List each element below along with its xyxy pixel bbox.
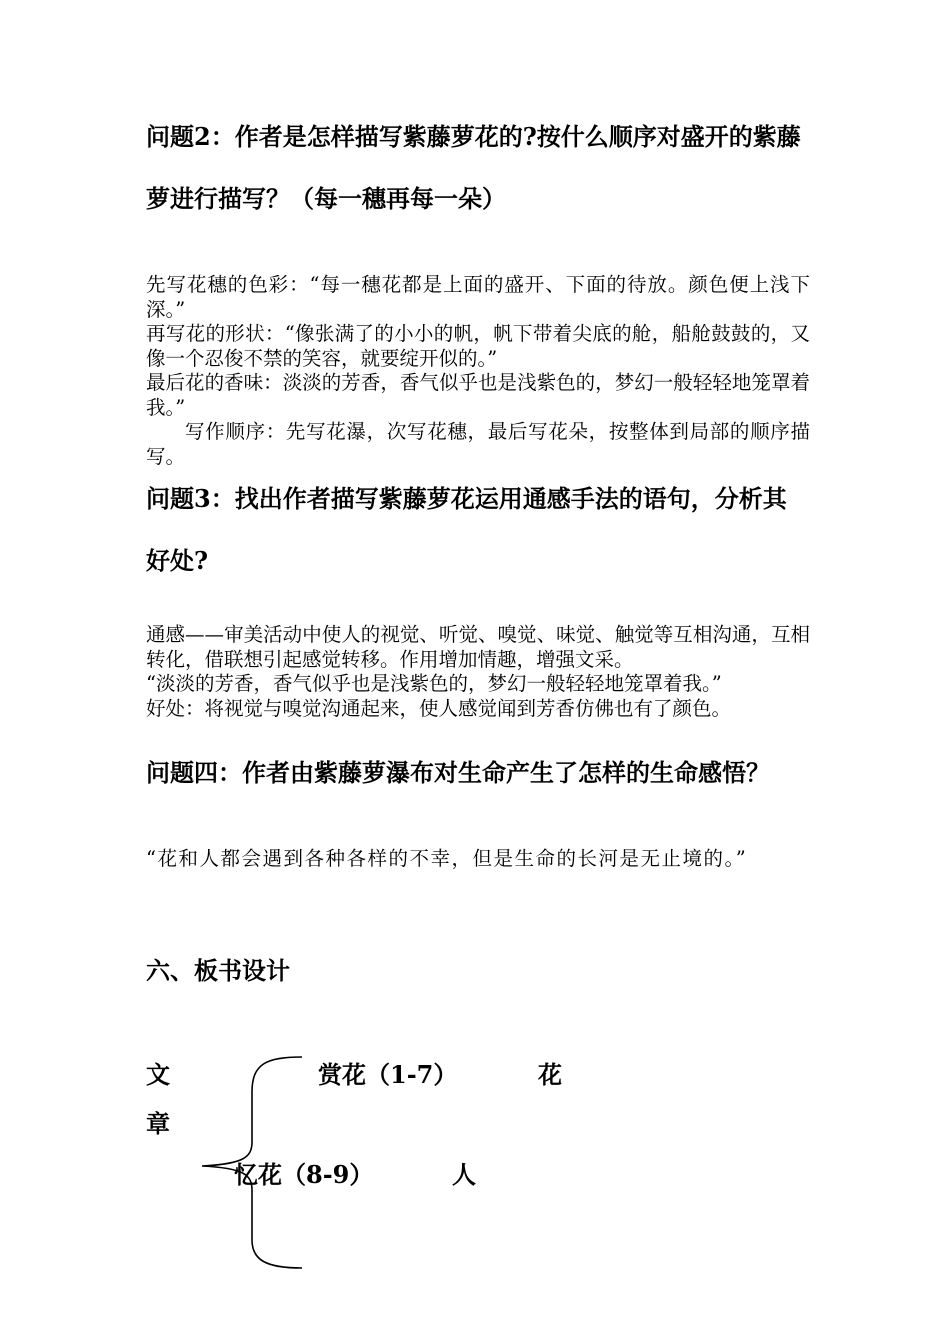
board-brace-icon bbox=[196, 1052, 306, 1272]
board-wen: 文 bbox=[146, 1060, 170, 1089]
board-zhang: 章 bbox=[146, 1109, 170, 1138]
answer-3-definition: 通感——审美活动中使人的视觉、听觉、嗅觉、味觉、触觉等互相沟通，互相转化，借联想引起感觉转移。作用增加情趣，增强文采。 bbox=[146, 623, 810, 671]
answer-2-line-color: 先写花穗的色彩：“每一穗花都是上面的盛开、下面的待放。颜色便上浅下深。” bbox=[146, 273, 810, 321]
answer-3-benefit: 好处：将视觉与嗅觉沟通起来，使人感觉闻到芳香仿佛也有了颜色。 bbox=[146, 696, 732, 720]
question-2-heading: 问题2：作者是怎样描写紫藤萝花的?按什么顺序对盛开的紫藤萝进行描写？（每一穗再每一朵） bbox=[146, 122, 801, 213]
answer-2-line-order: 写作顺序：先写花瀑，次写花穗，最后写花朵，按整体到局部的顺序描写。 bbox=[146, 420, 810, 468]
question-3-heading: 问题3：找出作者描写紫藤萝花运用通感手法的语句，分析其好处? bbox=[146, 484, 787, 575]
section-6-heading: 六、板书设计 bbox=[146, 956, 290, 985]
board-ren: 人 bbox=[452, 1160, 476, 1189]
answer-3-quote: “淡淡的芳香，香气似乎也是浅紫色的，梦幻一般轻轻地笼罩着我。” bbox=[146, 672, 722, 695]
answer-2-line-shape: 再写花的形状：“像张满了的小小的帆，帆下带着尖底的舱，船舱鼓鼓的，又像一个忍俊不禁的笑容，就要绽开似的。” bbox=[146, 322, 810, 370]
answer-3-text bbox=[146, 623, 810, 721]
answer-2-line-fragrance: 最后花的香味：淡淡的芳香，香气似乎也是浅紫色的，梦幻一般轻轻地笼罩着我。” bbox=[146, 371, 810, 419]
board-yihua: 忆花（8-9） bbox=[234, 1160, 374, 1189]
board-shanghua: 赏花（1-7） bbox=[318, 1060, 458, 1089]
answer-2-text bbox=[146, 273, 810, 469]
answer-4-text: “花和人都会遇到各种各样的不幸，但是生命的长河是无止境的。” bbox=[146, 847, 748, 870]
question-4-heading: 问题四：作者由紫藤萝瀑布对生命产生了怎样的生命感悟？ bbox=[146, 758, 770, 787]
board-hua: 花 bbox=[538, 1060, 562, 1089]
